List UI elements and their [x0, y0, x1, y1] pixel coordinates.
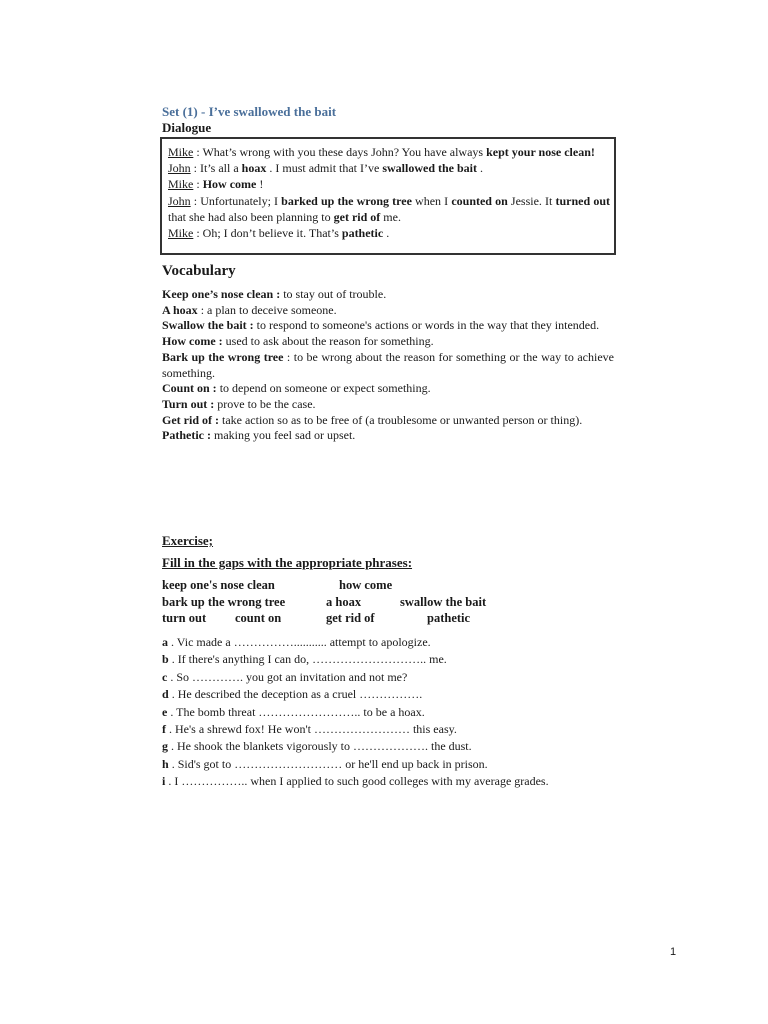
- exercise-question: [162, 773, 614, 790]
- question-text: . I …………….. when I applied to such good colleges with my average grades.: [165, 774, 549, 789]
- vocabulary-entry: [162, 381, 614, 397]
- vocabulary-entry: [162, 428, 614, 444]
- phrase-option: bark up the wrong tree: [162, 595, 286, 609]
- dialogue-line: John : It’s all a hoax . I must admit that I’ve swallowed the bait .: [168, 161, 484, 176]
- dialogue-speaker: John: [168, 193, 191, 208]
- phrase-option: pathetic: [427, 611, 471, 625]
- question-text: . He shook the blankets vigorously to ………………. the dust.: [168, 739, 472, 754]
- exercise-question: [162, 704, 614, 721]
- dialogue-box: [160, 137, 616, 255]
- exercise-questions: [162, 634, 614, 791]
- dialogue-speaker: Mike: [168, 177, 194, 192]
- vocabulary-entry: [162, 397, 614, 413]
- vocabulary-entry: [162, 303, 614, 319]
- vocabulary-definition: : a plan to deceive someone.: [197, 302, 337, 317]
- dialogue-line: John : Unfortunately; I barked up the wrong tree when I counted on Jessie. It turned out that she had also been planning to get rid of me.: [168, 193, 610, 224]
- set-title: Set (1) - I’ve swallowed the bait: [162, 104, 337, 119]
- question-label: d: [162, 687, 169, 702]
- vocabulary-term: Keep one’s nose clean :: [162, 287, 281, 301]
- vocabulary-definition: used to ask about the reason for something.: [222, 334, 434, 349]
- vocabulary-term: Count on :: [162, 381, 217, 396]
- exercise-question: [162, 738, 614, 755]
- vocabulary-entry: [162, 413, 614, 429]
- dialogue-heading: Dialogue: [162, 120, 212, 135]
- vocabulary-entry: [162, 287, 614, 303]
- question-text: . Vic made a ……………........... attempt to apologize.: [168, 635, 431, 649]
- exercise-question: [162, 669, 614, 686]
- question-label: g: [162, 739, 168, 754]
- page-number: 1: [670, 946, 677, 958]
- phrase-option: swallow the bait: [400, 595, 487, 609]
- question-label: b: [162, 652, 169, 667]
- exercise-question: [162, 651, 614, 668]
- phrase-option: turn out: [162, 611, 207, 625]
- question-label: a: [162, 635, 168, 649]
- dialogue-line: Mike : Oh; I don’t believe it. That’s pathetic .: [168, 226, 390, 241]
- vocabulary-heading: Vocabulary: [162, 263, 236, 279]
- phrase-option: get rid of: [326, 611, 375, 625]
- vocabulary-term: Bark up the wrong tree: [162, 349, 284, 364]
- phrase-option: count on: [235, 611, 282, 625]
- vocabulary-entry: [162, 318, 614, 334]
- vocabulary-term: A hoax: [162, 302, 198, 317]
- question-label: i: [162, 774, 166, 789]
- exercise-question: [162, 721, 614, 738]
- exercise-question: [162, 756, 614, 773]
- question-text: . So …………. you got an invitation and not me?: [167, 669, 408, 684]
- question-label: h: [162, 756, 169, 771]
- question-text: . If there's anything I can do, ……………………….. me.: [168, 652, 447, 667]
- exercise-question: [162, 634, 614, 651]
- dialogue-line: Mike : What’s wrong with you these days John? You have always kept your nose clean!: [168, 145, 595, 159]
- dialogue-speaker: Mike: [168, 145, 194, 159]
- exercise-heading: Exercise;: [162, 533, 214, 548]
- vocabulary-list: [162, 287, 614, 444]
- vocabulary-entry: [162, 334, 614, 350]
- vocabulary-term: Turn out :: [162, 396, 215, 411]
- question-label: c: [162, 669, 168, 684]
- dialogue-line: Mike : How come !: [168, 177, 264, 192]
- question-text: . He described the deception as a cruel …………….: [168, 687, 423, 702]
- dialogue-speaker: Mike: [168, 226, 194, 241]
- vocabulary-definition: to respond to someone's actions or words in the way that they intended.: [253, 318, 600, 333]
- exercise-instruction: Fill in the gaps with the appropriate phrases:: [162, 555, 413, 570]
- phrase-option: how come: [339, 578, 393, 592]
- question-text: . Sid's got to ……………………… or he'll end up back in prison.: [168, 756, 488, 771]
- question-label: f: [162, 722, 166, 737]
- vocabulary-term: Get rid of :: [162, 412, 219, 427]
- dialogue-speaker: John: [168, 161, 191, 176]
- vocabulary-definition: : to be wrong about the reason for something or the way to achieve something.: [162, 349, 614, 380]
- vocabulary-definition: making you feel sad or upset.: [210, 428, 356, 443]
- vocabulary-entry: [162, 350, 614, 381]
- phrase-option: a hoax: [326, 595, 362, 609]
- phrase-option: keep one's nose clean: [162, 578, 275, 592]
- vocabulary-definition: prove to be the case.: [214, 396, 316, 411]
- vocabulary-term: Pathetic :: [162, 428, 211, 443]
- question-label: e: [162, 704, 168, 719]
- vocabulary-definition: to depend on someone or expect something.: [216, 381, 431, 396]
- vocabulary-term: How come :: [162, 334, 223, 349]
- question-text: . The bomb threat …………………….. to be a hoax.: [167, 704, 425, 719]
- vocabulary-term: Swallow the bait :: [162, 318, 254, 333]
- question-text: . He's a shrewd fox! He won't …………………… this easy.: [166, 722, 457, 737]
- exercise-question: [162, 686, 614, 703]
- vocabulary-definition: to stay out of trouble.: [280, 287, 387, 301]
- vocabulary-definition: take action so as to be free of (a troublesome or unwanted person or thing).: [218, 412, 583, 427]
